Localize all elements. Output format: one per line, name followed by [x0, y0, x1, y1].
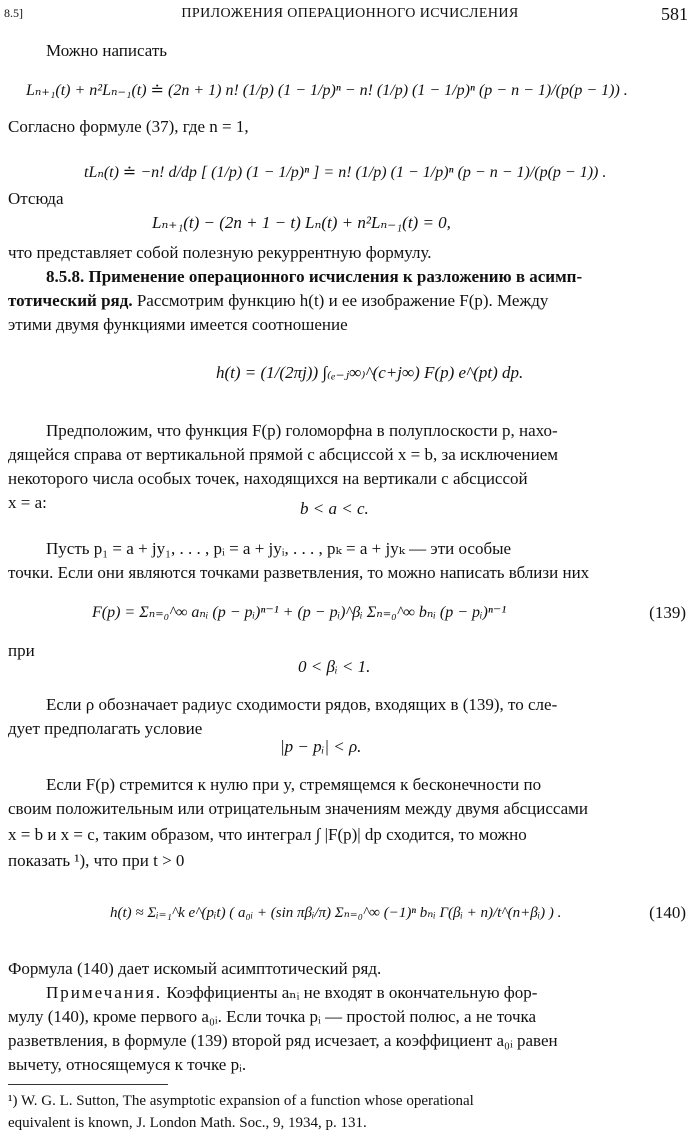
text-line: точки. Если они являются точками разветвления, то можно написать вблизи них	[8, 563, 590, 582]
text-line: этими двумя функциями имеется соотношение	[8, 315, 348, 334]
formula-recurrence: Lₙ₊₁(t) − (2n + 1 − t) Lₙ(t) + n²Lₙ₋₁(t) = 0,	[152, 213, 451, 232]
text-span: Коэффициенты aₙᵢ не входят в окончательную фор-	[162, 983, 538, 1002]
text-line: при	[8, 641, 35, 660]
text-line: Можно написать	[46, 41, 168, 60]
text-line: Формула (140) дает искомый асимптотический ряд.	[8, 959, 382, 978]
text-line	[8, 288, 688, 314]
text-line: мулу (140), кроме первого a₀ᵢ. Если точка pᵢ — простой полюс, а не точка	[8, 1007, 537, 1026]
formula-beta-range: 0 < βᵢ < 1.	[298, 657, 371, 676]
footnote-line: ¹) W. G. L. Sutton, The asymptotic expansion of a function whose operational	[8, 1093, 474, 1109]
footnote	[8, 1090, 688, 1134]
page-title: ПРИЛОЖЕНИЯ ОПЕРАЦИОННОГО ИСЧИСЛЕНИЯ	[181, 6, 519, 21]
formula-139: F(p) = Σₙ₌₀^∞ aₙᵢ (p − pᵢ)ⁿ⁻¹ + (p − pᵢ)^βᵢ Σₙ₌₀^∞ bₙᵢ (p − pᵢ)ⁿ⁻¹	[92, 604, 507, 621]
text-line: некоторого числа особых точек, находящихся на вертикали с абсциссой	[8, 469, 528, 488]
text-line: разветвления, в формуле (139) второй ряд исчезает, а коэффициент a₀ᵢ равен	[8, 1031, 558, 1050]
text-line: x = b и x = c, таким образом, что интеграл ∫ |F(p)| dp сходится, то можно	[8, 825, 527, 844]
notes-label: Примечания.	[46, 983, 163, 1002]
section-number: 8.5]	[4, 6, 23, 20]
text-line: Если F(p) стремится к нулю при y, стремящемся к бесконечности по	[46, 775, 542, 794]
text-line	[46, 980, 688, 1006]
footnote-line: equivalent is known, J. London Math. Soc., 9, 1934, p. 131.	[8, 1115, 367, 1131]
equation-number: (139)	[649, 603, 686, 622]
text-line: x = a:	[8, 493, 47, 512]
equation-number: (140)	[649, 903, 686, 922]
formula-inequality: b < a < c.	[300, 499, 369, 518]
formula-inverse-transform: h(t) = (1/(2πj)) ∫₍ₑ₋ⱼ∞₎^(c+j∞) F(p) e^(pt) dp.	[216, 363, 524, 382]
text-line: Отсюда	[8, 189, 64, 208]
text-line: Пусть p₁ = a + jy₁, . . . , pᵢ = a + jyᵢ, . . . , pₖ = a + jyₖ — эти особые	[46, 539, 512, 558]
section-heading-end: тотический ряд.	[8, 291, 133, 310]
text-line: вычету, относящемуся к точке pᵢ.	[8, 1055, 247, 1074]
text-line: Согласно формуле (37), где n = 1,	[8, 117, 249, 136]
text-line: своим положительным или отрицательным значениям между двумя абсциссами	[8, 799, 589, 818]
page-number: 581	[661, 4, 688, 24]
text-line: что представляет собой полезную рекуррентную формулу.	[8, 243, 432, 262]
formula-140: h(t) ≈ Σᵢ₌₁^k e^(pᵢt) ( a₀ᵢ + (sin πβᵢ/π) Σₙ₌₀^∞ (−1)ⁿ bₙᵢ Γ(βᵢ + n)/t^(n+βᵢ) ) .	[110, 905, 562, 921]
text-line: дует предполагать условие	[8, 719, 203, 738]
text-line: показать ¹), что при t > 0	[8, 851, 185, 870]
formula-derivative: tLₙ(t) ≐ −n! d/dp [ (1/p) (1 − 1/p)ⁿ ] = n! (1/p) (1 − 1/p)ⁿ (p − n − 1)/(p(p − 1)) .	[84, 164, 607, 181]
section-heading: 8.5.8. Применение операционного исчисления к разложению в асимп-	[46, 267, 583, 286]
running-header	[0, 4, 700, 26]
text-line: Если ρ обозначает радиус сходимости рядов, входящих в (139), то сле-	[46, 695, 558, 714]
text-span: Рассмотрим функцию h(t) и ее изображение F(p). Между	[132, 291, 549, 310]
text-line: Предположим, что функция F(p) голоморфна в полуплоскости p, нахо-	[46, 421, 558, 440]
formula-recurrence-image: Lₙ₊₁(t) + n²Lₙ₋₁(t) ≐ (2n + 1) n! (1/p) (1 − 1/p)ⁿ − n! (1/p) (1 − 1/p)ⁿ (p − n − 1)/(p(p − 1)) .	[26, 82, 628, 99]
text-line: дящейся справа от вертикальной прямой с абсциссой x = b, за исключением	[8, 445, 559, 464]
footnote-divider	[8, 1084, 168, 1085]
formula-convergence: |p − pᵢ| < ρ.	[280, 737, 362, 756]
